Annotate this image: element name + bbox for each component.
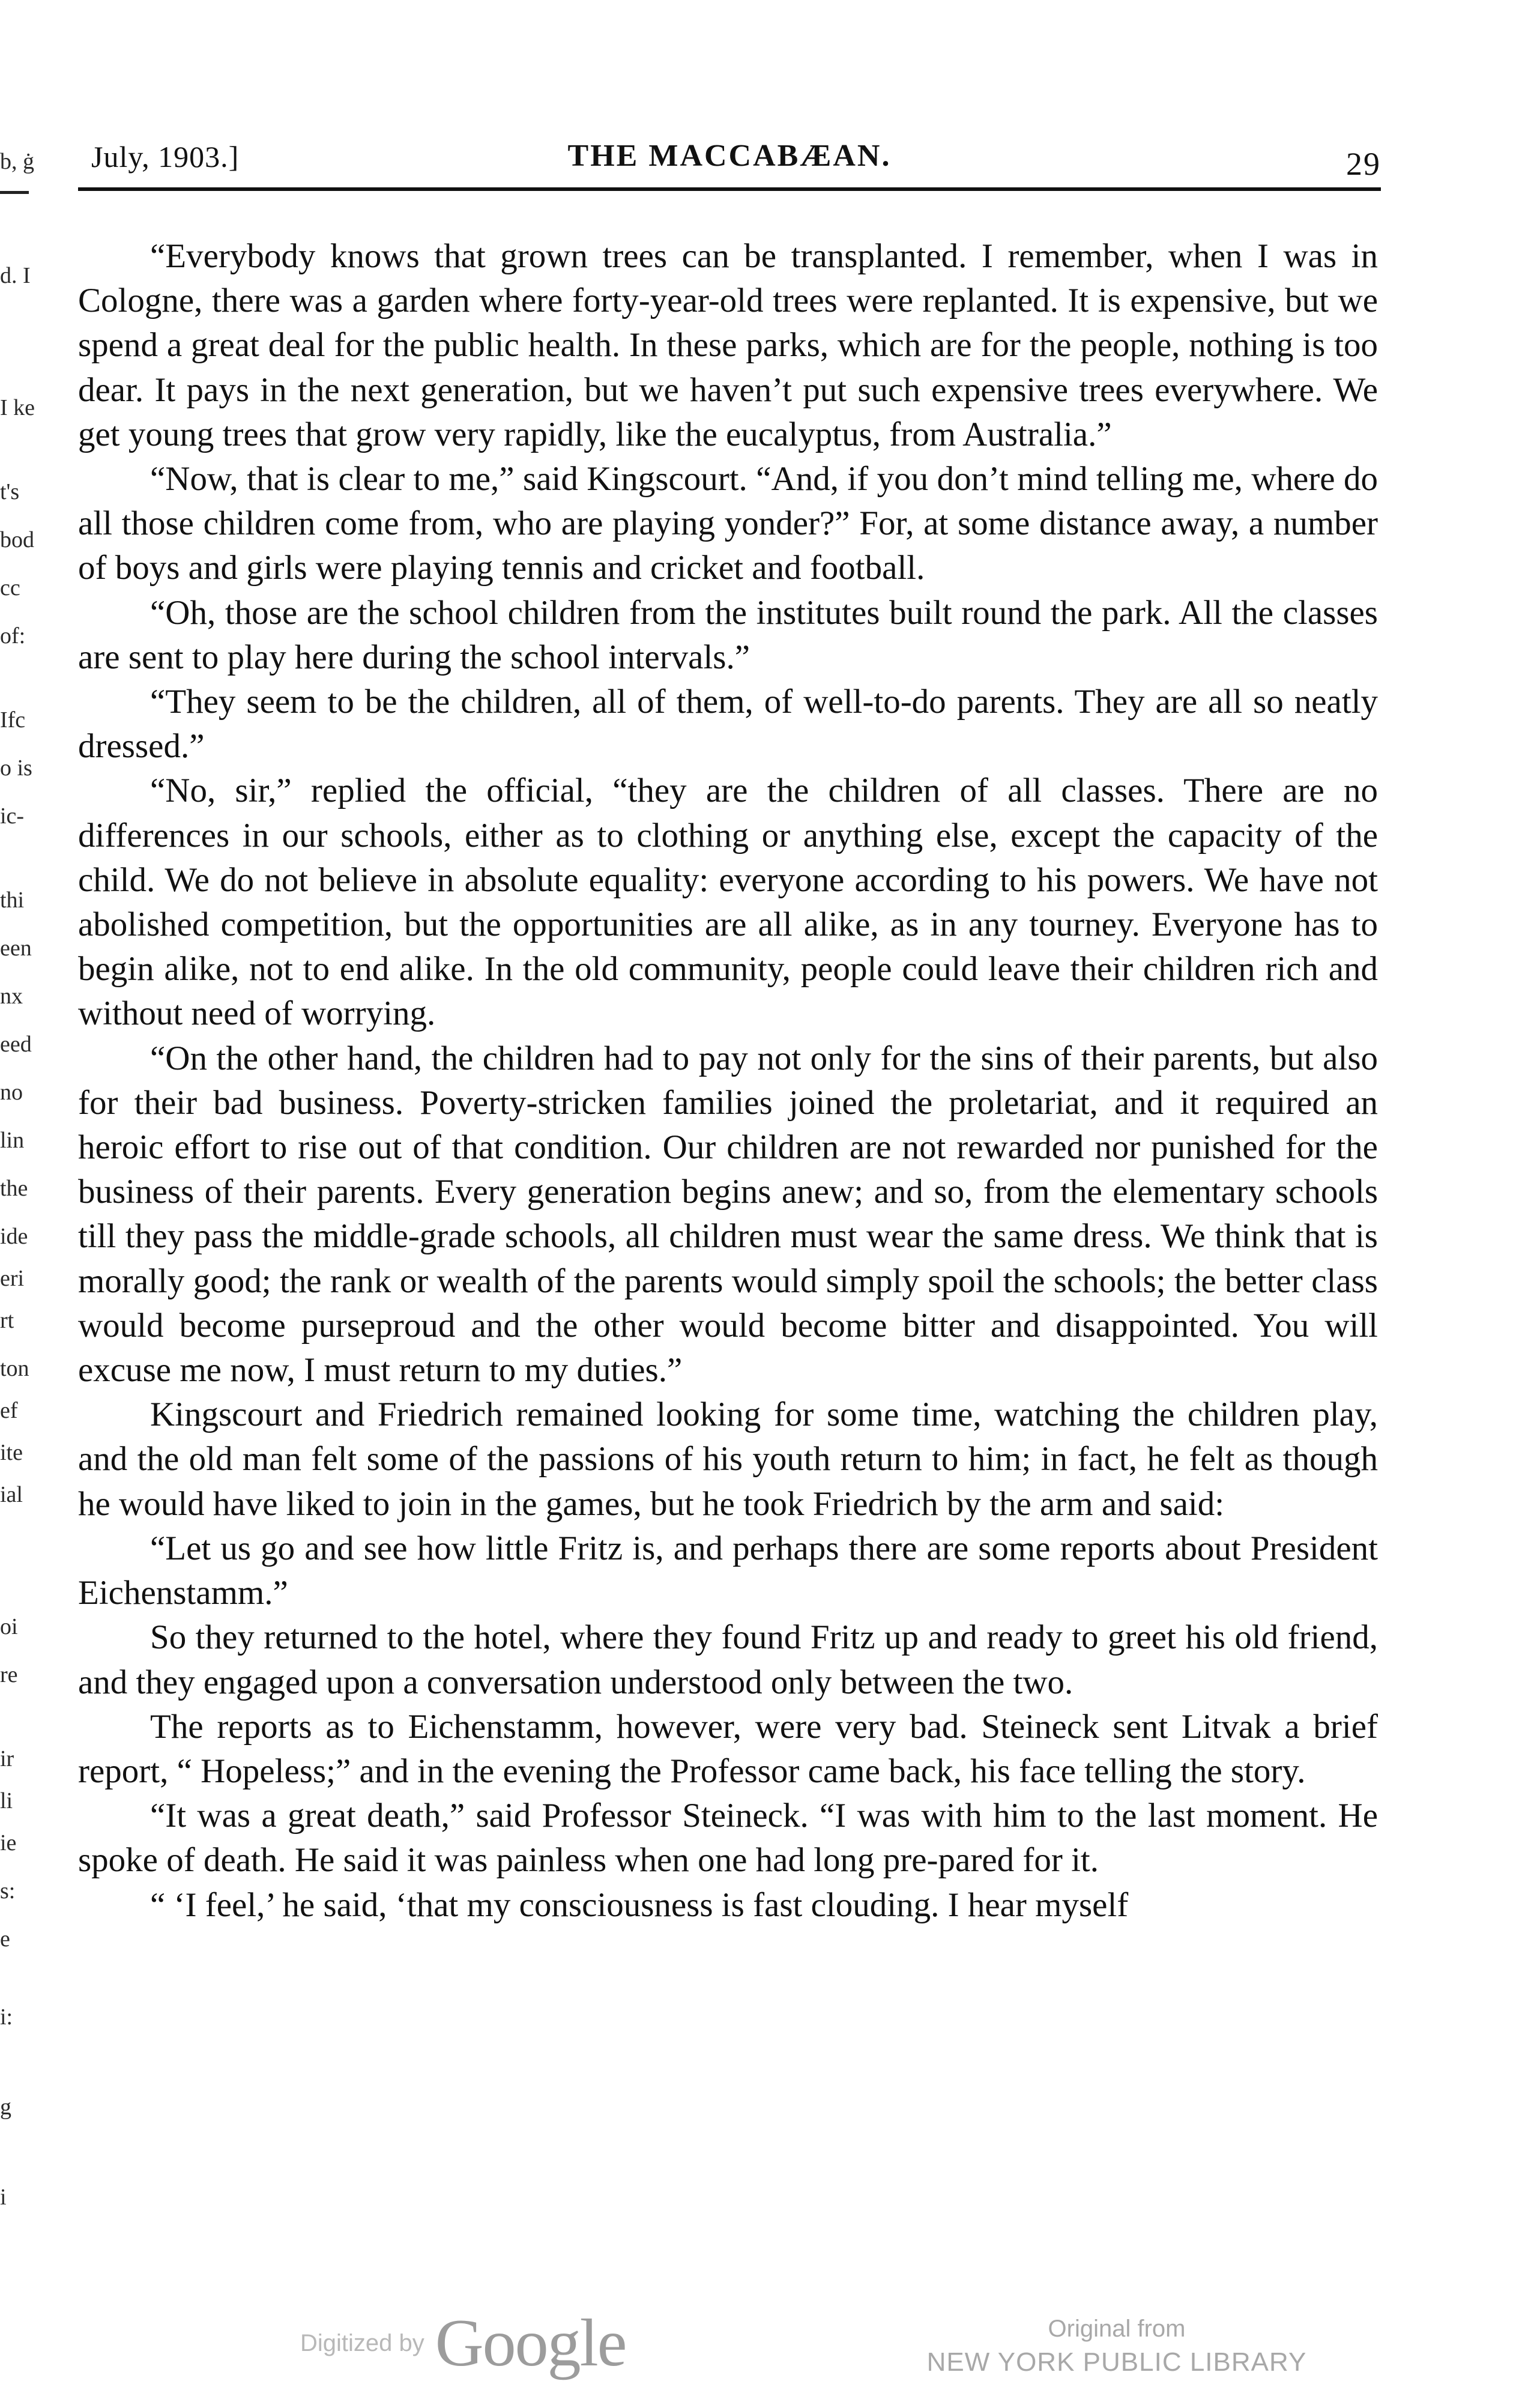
google-logo: Google <box>435 2306 626 2380</box>
margin-fragment: re <box>0 1662 18 1687</box>
margin-fragment: ef <box>0 1398 18 1423</box>
margin-fragment: s: <box>0 1878 16 1904</box>
margin-fragment: cc <box>0 575 20 600</box>
margin-fragment: ic- <box>0 803 25 829</box>
margin-fragment: ir <box>0 1746 14 1771</box>
margin-fragment: d. I <box>0 263 31 288</box>
margin-fragment: oi <box>0 1614 18 1639</box>
paragraph: Kingscourt and Friedrich remained looking for some time, watching the children play, and the old man felt some of the passions of his youth return to him; in fact, he felt as though he would have liked to join in the games, but he took Friedrich by the arm and said: <box>78 1396 1378 1523</box>
original-from-label: Original from <box>1048 2316 1186 2342</box>
page-number: 29 <box>1346 146 1381 182</box>
margin-fragment: e <box>0 1926 10 1952</box>
margin-fragment: ite <box>0 1440 23 1465</box>
digitized-by-watermark <box>300 2305 626 2383</box>
margin-fragment: of: <box>0 623 26 649</box>
issue-date: July, 1903.] <box>91 140 240 174</box>
margin-fragment: i: <box>0 2004 13 2030</box>
original-source-watermark <box>889 2313 1345 2380</box>
margin-fragment: ie <box>0 1830 17 1856</box>
paragraph: “ ‘I feel,’ he said, ‘that my consciousness is fast clouding. I hear myself <box>150 1886 1129 1924</box>
paragraph: “Everybody knows that grown trees can be transplanted. I remember, when I was in Cologne, there was a garden where forty-year-old trees were replanted. It is expensive, but we spend a great deal for the public health. In these parks, which are for the people, nothing is too dear. It pays in the next generation, but we haven’t put such expensive trees everywhere. We get young trees that grow very rapidly, like the eucalyptus, from Australia.” <box>78 237 1378 453</box>
margin-fragment: I ke <box>0 395 35 420</box>
paragraph: “Now, that is clear to me,” said Kingscourt. “And, if you don’t mind telling me, where do all those children come from, who are playing yonder?” For, at some distance away, a number of boys and girls were playing tennis and cricket and football. <box>78 460 1378 587</box>
margin-fragment: i <box>0 2185 7 2210</box>
margin-fragment: g <box>0 2095 11 2120</box>
margin-fragment: ton <box>0 1356 29 1381</box>
margin-fragment: lin <box>0 1128 25 1153</box>
margin-fragment: eed <box>0 1032 32 1057</box>
paragraph: So they returned to the hotel, where they found Fritz up and ready to greet his old friend, and they engaged upon a conversation understood only between the two. <box>78 1618 1378 1701</box>
margin-fragment: ial <box>0 1482 23 1507</box>
paragraph: “No, sir,” replied the official, “they are the children of all classes. There are no differences in our schools, either as to clothing or anything else, except the capacity of the child. We do not believe in absolute equality: everyone according to his powers. We have not abolished competition, but the opportunities are all alike, as in any tourney. Everyone has to begin alike, not to end alike. In the old community, people could leave their children rich and without need of worrying. <box>78 772 1378 1033</box>
margin-fragment: o is <box>0 755 32 781</box>
margin-fragment: nx <box>0 984 23 1009</box>
margin-fragment: b, ġ <box>0 149 34 174</box>
margin-fragment: bod <box>0 527 34 552</box>
margin-fragment: een <box>0 936 32 961</box>
margin-fragment: rt <box>0 1308 14 1333</box>
margin-fragment: the <box>0 1176 28 1201</box>
margin-fragment: Ifc <box>0 707 26 733</box>
running-header <box>78 131 1381 182</box>
margin-fragment: ide <box>0 1224 28 1249</box>
paragraph: “On the other hand, the children had to pay not only for the sins of their parents, but also for their bad business. Poverty-stricken families joined the proletariat, and it required an heroic effort to rise out of that condition. Our children are not rewarded nor punished for the business of their parents. Every generation begins anew; and so, from the elementary schools till they pass the middle-grade schools, all children must wear the same dress. We think that is morally good; the rank or wealth of the parents would simply spoil the schools; the better class would become purseproud and the other would become bitter and disappointed. You will excuse me now, I must return to my duties.” <box>78 1039 1378 1390</box>
journal-title: THE MACCABÆAN. <box>567 139 892 173</box>
paragraph: “It was a great death,” said Professor Steineck. “I was with him to the last moment. He spoke of death. He said it was painless when one had long pre-pared for it. <box>78 1797 1378 1880</box>
page-body <box>78 234 1378 1928</box>
facing-page-margin <box>0 0 66 2402</box>
margin-fragment: t's <box>0 479 20 504</box>
paragraph: “They seem to be the children, all of them, of well-to-do parents. They are all so neatly dressed.” <box>78 683 1378 766</box>
digitized-label: Digitized by <box>300 2330 424 2356</box>
paragraph: “Oh, those are the school children from the institutes built round the park. All the classes are sent to play here during the school intervals.” <box>78 593 1378 676</box>
paragraph: “Let us go and see how little Fritz is, and perhaps there are some reports about President Eichenstamm.” <box>78 1529 1378 1612</box>
library-name: NEW YORK PUBLIC LIBRARY <box>926 2347 1307 2377</box>
margin-fragment: li <box>0 1788 13 1814</box>
paragraph: The reports as to Eichenstamm, however, were very bad. Steineck sent Litvak a brief report, “ Hopeless;” and in the evening the Professor came back, his face telling the story. <box>78 1707 1378 1790</box>
header-rule <box>78 187 1381 191</box>
facing-page-rule <box>0 191 29 194</box>
margin-fragment: eri <box>0 1266 25 1291</box>
margin-fragment: no <box>0 1080 23 1105</box>
margin-fragment: thi <box>0 888 25 913</box>
